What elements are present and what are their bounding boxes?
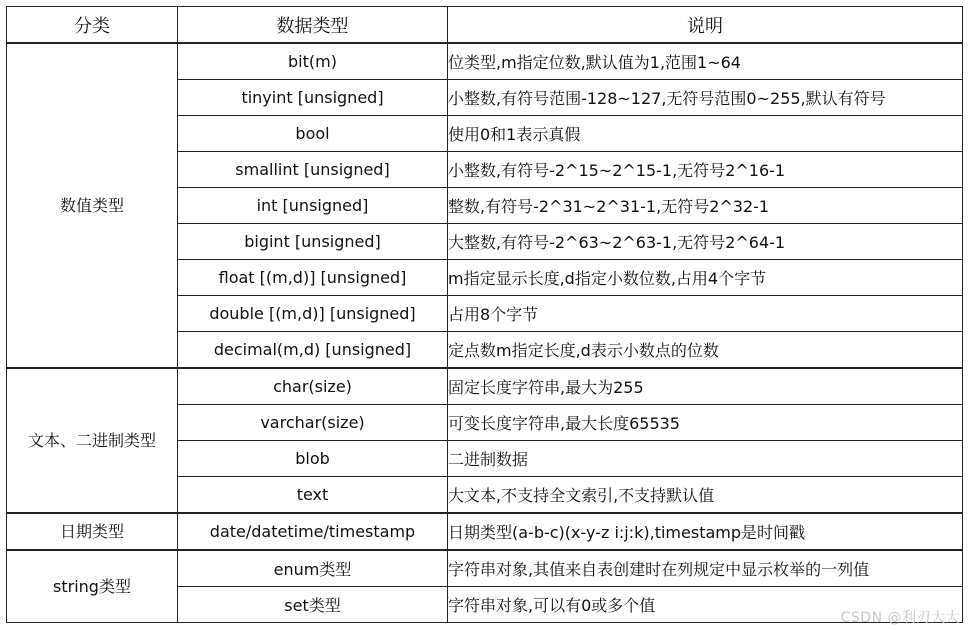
- description-cell: 字符串对象,其值来自表创建时在列规定中显示枚举的一列值: [448, 550, 963, 587]
- type-cell: blob: [178, 441, 448, 477]
- description-cell: 日期类型(a-b-c)(x-y-z i:j:k),timestamp是时间戳: [448, 513, 963, 550]
- category-cell: string类型: [7, 550, 178, 623]
- description-cell: 小整数,有符号-2^15~2^15-1,无符号2^16-1: [448, 152, 963, 188]
- description-cell: 位类型,m指定位数,默认值为1,范围1~64: [448, 43, 963, 80]
- description-cell: m指定显示长度,d指定小数位数,占用4个字节: [448, 260, 963, 296]
- data-types-table: [6, 6, 963, 623]
- type-cell: bigint [unsigned]: [178, 224, 448, 260]
- type-cell: text: [178, 477, 448, 514]
- type-cell: enum类型: [178, 550, 448, 587]
- table-row: [7, 550, 963, 587]
- header-row: [7, 7, 963, 44]
- type-cell: bit(m): [178, 43, 448, 80]
- header-type: 数据类型: [178, 7, 448, 44]
- description-cell: 整数,有符号-2^31~2^31-1,无符号2^32-1: [448, 188, 963, 224]
- type-cell: double [(m,d)] [unsigned]: [178, 296, 448, 332]
- table-row: [7, 43, 963, 80]
- description-cell: 大整数,有符号-2^63~2^63-1,无符号2^64-1: [448, 224, 963, 260]
- type-cell: tinyint [unsigned]: [178, 80, 448, 116]
- table-row: [7, 513, 963, 550]
- description-cell: 固定长度字符串,最大为255: [448, 368, 963, 405]
- description-cell: 定点数m指定长度,d表示小数点的位数: [448, 332, 963, 369]
- type-cell: smallint [unsigned]: [178, 152, 448, 188]
- description-cell: 占用8个字节: [448, 296, 963, 332]
- description-cell: 小整数,有符号范围-128~127,无符号范围0~255,默认有符号: [448, 80, 963, 116]
- description-cell: 二进制数据: [448, 441, 963, 477]
- description-cell: 使用0和1表示真假: [448, 116, 963, 152]
- category-cell: 数值类型: [7, 43, 178, 368]
- type-cell: decimal(m,d) [unsigned]: [178, 332, 448, 369]
- header-description: 说明: [448, 7, 963, 44]
- description-cell: 字符串对象,可以有0或多个值: [448, 587, 963, 623]
- type-cell: varchar(size): [178, 405, 448, 441]
- description-cell: 大文本,不支持全文索引,不支持默认值: [448, 477, 963, 514]
- header-category: 分类: [7, 7, 178, 44]
- type-cell: set类型: [178, 587, 448, 623]
- type-cell: date/datetime/timestamp: [178, 513, 448, 550]
- type-cell: float [(m,d)] [unsigned]: [178, 260, 448, 296]
- table-body: [7, 43, 963, 623]
- type-cell: int [unsigned]: [178, 188, 448, 224]
- type-cell: bool: [178, 116, 448, 152]
- watermark: CSDN @利刃大大: [840, 610, 960, 626]
- type-cell: char(size): [178, 368, 448, 405]
- category-cell: 文本、二进制类型: [7, 368, 178, 513]
- description-cell: 可变长度字符串,最大长度65535: [448, 405, 963, 441]
- category-cell: 日期类型: [7, 513, 178, 550]
- table-row: [7, 368, 963, 405]
